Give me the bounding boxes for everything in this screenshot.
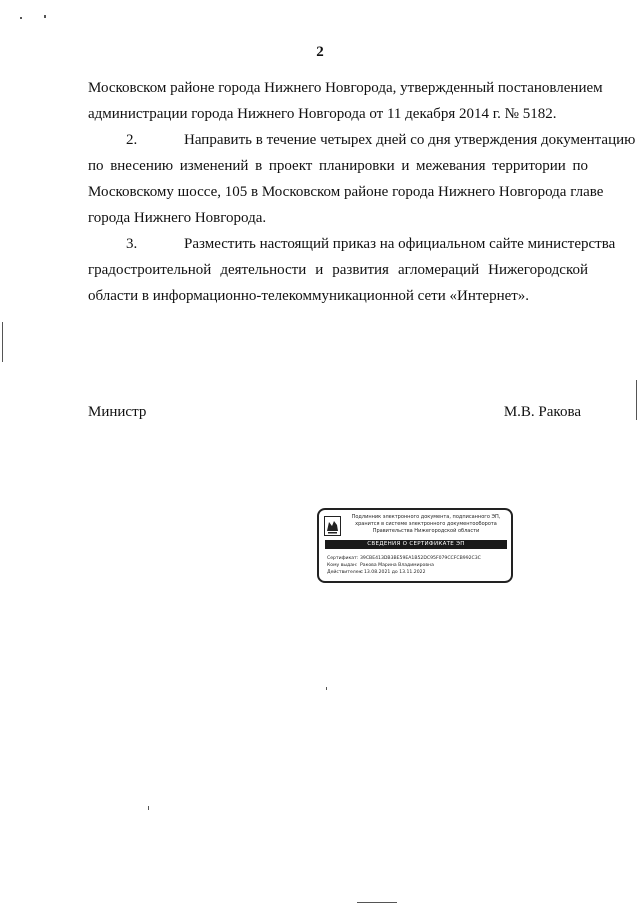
item-2	[88, 127, 636, 231]
electronic-signature-stamp	[317, 508, 513, 583]
stamp-banner: СВЕДЕНИЯ О СЕРТИФИКАТЕ ЭП	[325, 540, 507, 549]
issued-to-value: Ракова Марина Владимировна	[360, 563, 434, 568]
scan-artifact	[326, 687, 327, 690]
text-line: администрации города Нижнего Новгорода от 11 декабря 2014 г. № 5182.	[88, 106, 557, 122]
paragraph-continuation	[88, 75, 603, 127]
issued-to-label: Кому выдан:	[327, 563, 358, 568]
text-line: города Нижнего Новгорода.	[88, 210, 267, 226]
scan-artifact	[2, 322, 3, 362]
validity-label: Действителен:	[327, 570, 364, 575]
item-3	[88, 231, 616, 309]
issued-to-row	[327, 562, 509, 569]
signatory-title: Министр	[88, 404, 147, 420]
item-first-line: Направить в течение четырех дней со дня утверждения документацию	[184, 132, 636, 148]
certificate-value: 39CBE413DB3BE59EA1B52DC95F079CCFCB992C3C	[360, 556, 481, 561]
text-line	[88, 231, 616, 257]
page-number: 2	[316, 44, 324, 60]
scan-artifact	[636, 380, 637, 420]
stamp-header-line: Правительства Нижегородской области	[372, 528, 480, 534]
stamp-details	[327, 555, 509, 576]
text-line: по внесению изменений в проект планировки и межевания территории по	[88, 158, 588, 174]
item-first-line: Разместить настоящий приказ на официальном сайте министерства	[184, 236, 616, 252]
scan-artifact	[357, 902, 397, 903]
text-line: градостроительной деятельности и развития агломераций Нижегородской	[88, 262, 588, 278]
validity-value: с 13.08.2021 до 13.11.2022	[360, 570, 426, 575]
scan-artifact	[20, 17, 22, 19]
signatory-name: М.В. Ракова	[503, 404, 581, 420]
text-line: Московскому шоссе, 105 в Московском районе города Нижнего Новгорода главе	[88, 184, 604, 200]
item-number: 2.	[126, 132, 138, 148]
certificate-label: Сертификат:	[327, 556, 359, 561]
validity-row	[327, 569, 509, 576]
scan-artifact	[44, 15, 46, 18]
text-line	[88, 127, 636, 153]
coat-of-arms-icon	[324, 516, 341, 536]
item-number: 3.	[126, 236, 138, 252]
stamp-header	[343, 514, 509, 535]
certificate-row	[327, 555, 509, 562]
text-line: области в информационно-телекоммуникационной сети «Интернет».	[88, 288, 530, 304]
scan-artifact	[148, 806, 149, 810]
stamp-header-line: Подлинник электронного документа, подписанного ЭП,	[351, 514, 501, 520]
text-line: Московском районе города Нижнего Новгорода, утвержденный постановлением	[88, 80, 603, 96]
stamp-header-line: хранится в системе электронного документооборота	[355, 521, 497, 527]
